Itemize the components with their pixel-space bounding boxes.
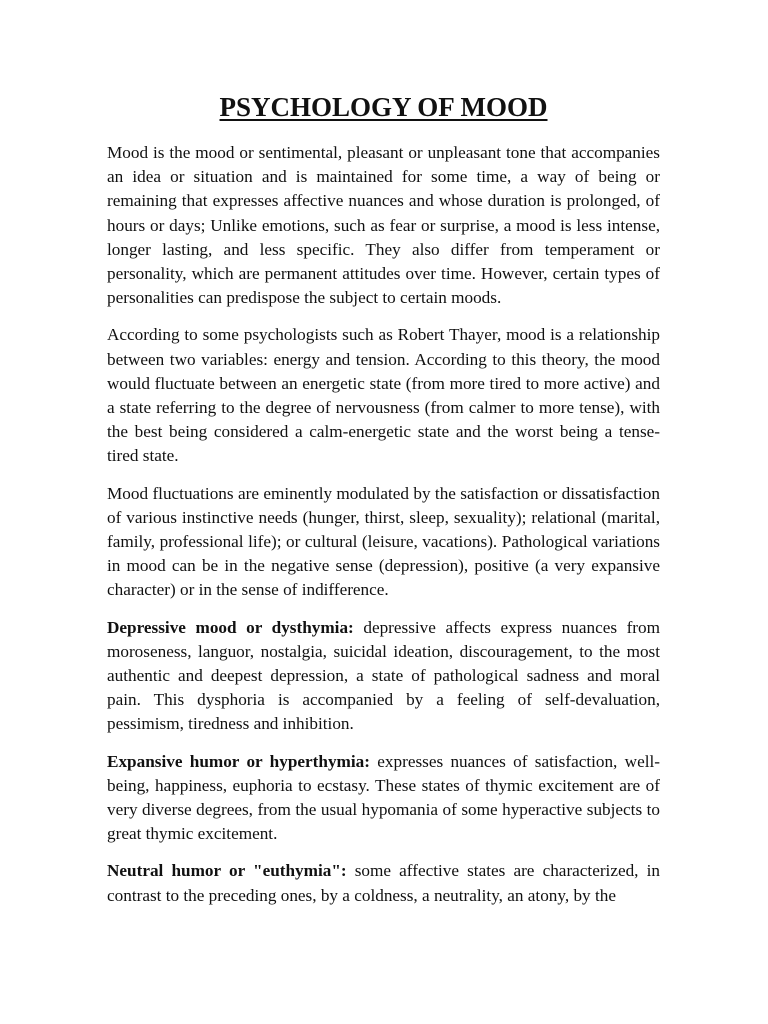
- paragraph-fluctuations: [107, 482, 660, 603]
- paragraph-lead: Depressive mood or dysthymia:: [107, 617, 354, 637]
- paragraph-intro: [107, 141, 660, 310]
- paragraph-text: Mood is the mood or sentimental, pleasant or unpleasant tone that accompanies an idea or situation and is maintained for some time, a way of being or remaining that expresses affective nuances and whose duration is prolonged, of hours or days; Unlike emotions, such as fear or surprise, a mood is less intense, longer lasting, and less specific. They also differ from temperament or personality, which are permanent attitudes over time. However, certain types of personalities can predispose the subject to certain moods.: [107, 143, 660, 308]
- paragraph-thayer: [107, 323, 660, 468]
- paragraph-lead: Expansive humor or hyperthymia:: [107, 751, 370, 771]
- paragraph-hyperthymia: [107, 750, 660, 847]
- page-title: PSYCHOLOGY OF MOOD: [219, 92, 548, 122]
- paragraph-lead: Neutral humor or "euthymia":: [107, 861, 347, 881]
- paragraph-text: Mood fluctuations are eminently modulated by the satisfaction or dissatisfaction of various instinctive needs (hunger, thirst, sleep, sexuality); relational (marital, family, professional life); or cultural (leisure, vacations). Pathological variations in mood can be in the negative sense (depression), positive (a very expansive character) or in the sense of indifference.: [107, 483, 660, 600]
- paragraph-euthymia: [107, 859, 660, 907]
- paragraph-dysthymia: [107, 616, 660, 737]
- paragraph-text: some affective states are characterized, in contrast to the preceding ones, by a coldness, a neutrality, an atony, by the: [107, 861, 660, 905]
- paragraph-text: depressive affects express nuances from moroseness, languor, nostalgia, suicidal ideation, discouragement, to the most authentic and deepest depression, a state of pathological sadness and moral pain. This dysphoria is accompanied by a feeling of self-devaluation, pessimism, tiredness and inhibition.: [107, 617, 660, 734]
- paragraph-text: expresses nuances of satisfaction, well-being, happiness, euphoria to ecstasy. These states of thymic excitement are of very diverse degrees, from the usual hypomania of some hyperactive subjects to great thymic excitement.: [107, 751, 660, 844]
- paragraph-text: According to some psychologists such as Robert Thayer, mood is a relationship between two variables: energy and tension. According to this theory, the mood would fluctuate between an energetic state (from more tired to more active) and a state referring to the degree of nervousness (from calmer to more tense), with the best being considered a calm-energetic state and the worst being a tense-tired state.: [107, 325, 660, 466]
